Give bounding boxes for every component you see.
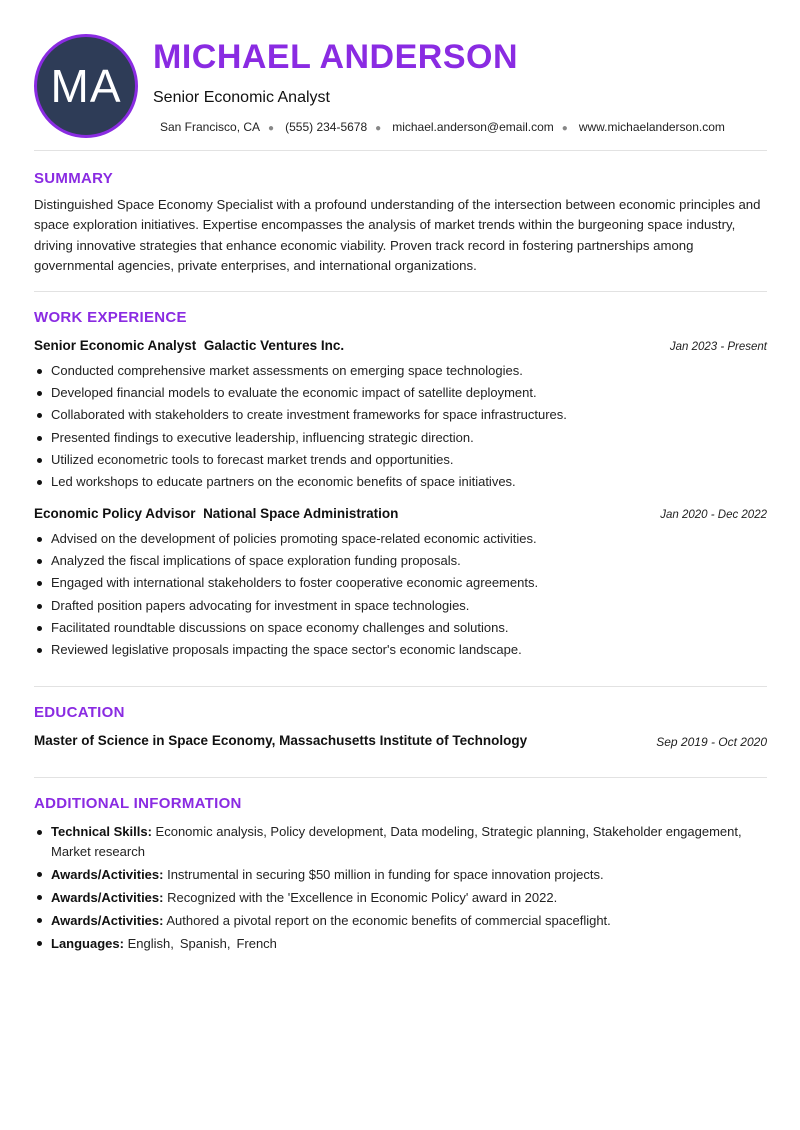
job-bullet-list	[34, 528, 767, 661]
list-item: Developed financial models to evaluate the economic impact of satellite deployment.	[34, 382, 767, 404]
list-item: Utilized econometric tools to forecast market trends and opportunities.	[34, 449, 767, 471]
info-text: Recognized with the 'Excellence in Economic Policy' award in 2022.	[167, 889, 558, 905]
info-text: Economic analysis, Policy development, Data modeling, Strategic planning, Stakeholder engagement, Market research	[51, 824, 742, 859]
separator-dot: ●	[375, 123, 382, 134]
language: Spanish,	[179, 935, 231, 951]
separator-dot: ●	[268, 123, 275, 134]
separator-dot: ●	[561, 123, 568, 134]
summary-heading: SUMMARY	[34, 170, 114, 187]
info-label: Awards/Activities:	[51, 912, 164, 928]
job-role: Senior Economic Analyst	[34, 338, 197, 353]
job-heading	[34, 506, 767, 521]
list-item	[34, 822, 767, 861]
divider	[34, 150, 767, 151]
list-item: Analyzed the fiscal implications of space exploration funding proposals.	[34, 550, 767, 572]
list-item: Drafted position papers advocating for investment in space technologies.	[34, 595, 767, 617]
job-dates: Jan 2020 - Dec 2022	[660, 509, 767, 521]
candidate-title: Senior Economic Analyst	[153, 89, 330, 106]
contact-bar	[160, 120, 725, 134]
additional-list	[34, 822, 767, 957]
language: English,	[127, 935, 174, 951]
list-item	[34, 888, 767, 908]
job-role: Economic Policy Advisor	[34, 506, 196, 521]
contact-location: San Francisco, CA	[160, 120, 261, 134]
info-text: Authored a pivotal report on the economic benefits of commercial spaceflight.	[166, 912, 611, 928]
list-item: Conducted comprehensive market assessments on emerging space technologies.	[34, 360, 767, 382]
info-label: Technical Skills:	[51, 824, 152, 839]
job-heading	[34, 338, 767, 353]
list-item	[34, 865, 767, 885]
list-item: Presented findings to executive leadership, influencing strategic direction.	[34, 427, 767, 449]
job-bullet-list	[34, 360, 767, 493]
info-label: Awards/Activities:	[51, 866, 164, 882]
list-item: Reviewed legislative proposals impacting the space sector's economic landscape.	[34, 639, 767, 661]
language: French	[236, 935, 277, 951]
info-text: Instrumental in securing $50 million in funding for space innovation projects.	[167, 866, 604, 882]
summary-text: Distinguished Space Economy Specialist with a profound understanding of the intersection between economic principles and space exploration initiatives. Expertise encompasses the analysis of market trends within the burgeoning space industry, driving innovative strategies that enhance economic viability. Proven track record in fostering partnerships among governmental agencies, private enterprises, and international organizations.	[34, 197, 761, 274]
list-item	[34, 911, 767, 931]
info-label: Awards/Activities:	[51, 889, 164, 905]
education-dates: Sep 2019 - Oct 2020	[656, 735, 767, 749]
divider	[34, 291, 767, 292]
divider	[34, 777, 767, 778]
list-item: Advised on the development of policies promoting space-related economic activities.	[34, 528, 767, 550]
list-item: Led workshops to educate partners on the economic benefits of space initiatives.	[34, 471, 767, 493]
contact-phone[interactable]: (555) 234-5678	[285, 120, 368, 134]
list-item	[34, 934, 767, 954]
job-dates: Jan 2023 - Present	[669, 341, 767, 353]
languages-label: Languages:	[51, 935, 124, 951]
job-company: National Space Administration	[203, 506, 399, 521]
education-degree: Master of Science in Space Economy, Massachusetts Institute of Technology	[34, 733, 528, 748]
list-item: Collaborated with stakeholders to create investment frameworks for space infrastructures.	[34, 404, 767, 426]
job-company: Galactic Ventures Inc.	[203, 338, 345, 353]
experience-heading: WORK EXPERIENCE	[34, 309, 187, 326]
avatar-initials: MA	[50, 60, 122, 112]
avatar	[34, 34, 138, 138]
additional-heading: ADDITIONAL INFORMATION	[34, 795, 242, 812]
contact-website[interactable]: www.michaelanderson.com	[578, 120, 725, 134]
candidate-name: MICHAEL ANDERSON	[153, 38, 519, 76]
list-item: Engaged with international stakeholders to foster cooperative economic agreements.	[34, 572, 767, 594]
list-item: Facilitated roundtable discussions on space economy challenges and solutions.	[34, 617, 767, 639]
divider	[34, 686, 767, 687]
education-heading: EDUCATION	[34, 704, 125, 721]
contact-email[interactable]: michael.anderson@email.com	[392, 120, 554, 134]
